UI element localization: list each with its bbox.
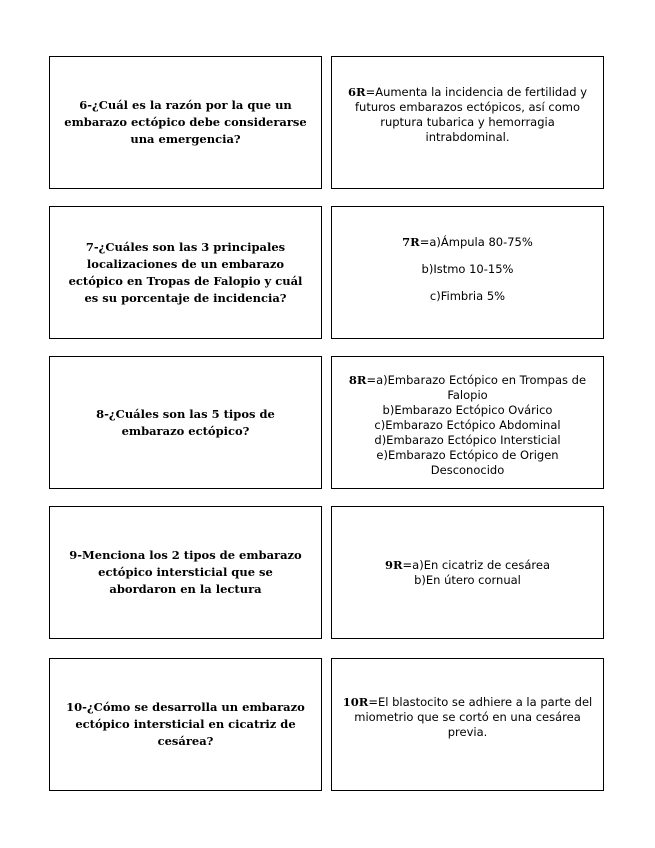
answer-line: c)Fimbria 5% bbox=[429, 289, 506, 303]
answer-number: 7R bbox=[402, 235, 420, 249]
question-card-7 bbox=[49, 206, 322, 339]
answer-text: 6R=Aumenta la incidencia de fertilidad y futuros embarazos ectópicos, así como ruptura tubarica y hemorragia intrabdominal. bbox=[348, 85, 587, 144]
answer-line: b)Embarazo Ectópico Ovárico bbox=[382, 403, 553, 417]
answer-line: 7R=a)Ámpula 80-75% bbox=[402, 235, 533, 249]
question-card-10 bbox=[49, 658, 322, 791]
answer-card-9 bbox=[331, 506, 604, 639]
answer-line: d)Embarazo Ectópico Intersticial bbox=[374, 433, 561, 447]
answer-number: 9R bbox=[384, 557, 403, 572]
question-card-6 bbox=[49, 56, 322, 189]
answer-number: 10R bbox=[342, 695, 369, 709]
answer-card-10 bbox=[331, 658, 604, 791]
question-text: 9-Menciona los 2 tipos de embarazo ectópico intersticial que se abordaron en la lectura bbox=[69, 548, 302, 596]
answer-line: b)Istmo 10-15% bbox=[421, 262, 514, 276]
answer-card-8 bbox=[331, 356, 604, 489]
question-text: 10-¿Cómo se desarrolla un embarazo ectópico intersticial en cicatriz de cesárea? bbox=[66, 700, 305, 748]
answer-text: 10R=El blastocito se adhiere a la parte del miometrio que se cortó en una cesárea previa. bbox=[342, 695, 593, 739]
answer-line: 9R=a)En cicatriz de cesárea bbox=[384, 557, 551, 572]
answer-line: b)En útero cornual bbox=[414, 572, 521, 587]
question-card-8 bbox=[49, 356, 322, 489]
answer-line: e)Embarazo Ectópico de Origen Desconocido bbox=[376, 448, 559, 477]
answer-number: 8R bbox=[348, 373, 367, 387]
question-card-9 bbox=[49, 506, 322, 639]
answer-line: 8R=a)Embarazo Ectópico en Trompas de Falopio bbox=[348, 373, 587, 402]
answer-line: c)Embarazo Ectópico Abdominal bbox=[374, 418, 561, 432]
answer-card-6 bbox=[331, 56, 604, 189]
answer-number: 6R bbox=[348, 85, 366, 99]
answer-card-7 bbox=[331, 206, 604, 339]
question-text: 6-¿Cuál es la razón por la que un embarazo ectópico debe considerarse una emergencia? bbox=[64, 98, 307, 146]
question-text: 7-¿Cuáles son las 3 principales localizaciones de un embarazo ectópico en Tropas de Falopio y cuál es su porcentaje de incidencia? bbox=[68, 239, 303, 305]
question-text: 8-¿Cuáles son las 5 tipos de embarazo ectópico? bbox=[96, 406, 275, 438]
